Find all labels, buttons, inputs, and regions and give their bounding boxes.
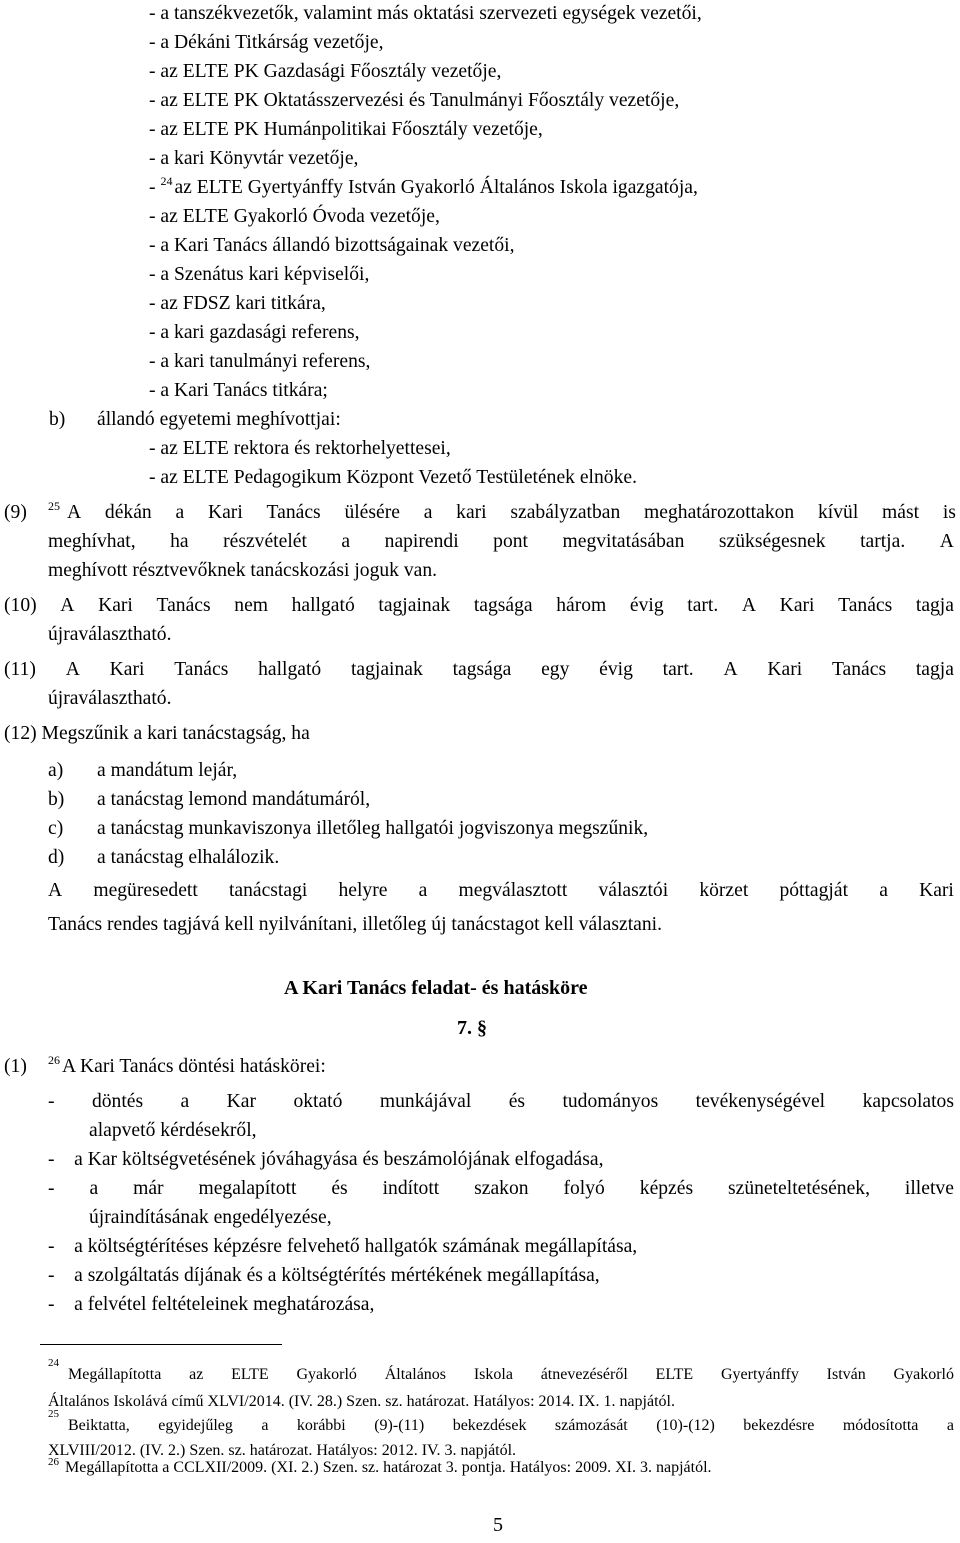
footnote-24-line-1 (68, 1367, 954, 1383)
list-item: - a kari Könyvtár vezetője, (149, 148, 359, 169)
word: Kari (779, 595, 815, 616)
word: részvételét (223, 531, 307, 552)
word: István (826, 1366, 866, 1383)
footnote-25-sup: 25 (48, 1408, 59, 1420)
word: a (175, 502, 185, 523)
word: megvitatásában (562, 531, 685, 552)
list-item: a tanácstag elhalálozik. (97, 847, 280, 868)
word: tagja (915, 659, 954, 680)
word: hallgató (258, 659, 322, 680)
list-item: a tanácstag munkaviszonya illetőleg hallgatói jogviszonya megszűnik, (97, 818, 649, 839)
word: (9)-(11) (374, 1417, 425, 1434)
word: megüresedett (93, 880, 198, 901)
competence-item-1-line-2: alapvető kérdésekről, (89, 1120, 257, 1141)
word: a (261, 1417, 269, 1434)
list-item: a mandátum lejár, (97, 760, 238, 781)
list-heading-b: állandó egyetemi meghívottjai: (97, 409, 341, 430)
paragraph-1-intro: $^{26}$ A Kari Tanács döntési hatáskörei: (48, 1053, 326, 1077)
word: Tanács (174, 659, 229, 680)
word: a (879, 880, 888, 901)
footnote-24-sup: 24 (48, 1357, 59, 1369)
word: Megállapította (68, 1366, 162, 1383)
list-item: - az ELTE Pedagogikum Központ Vezető Testületének elnöke. (149, 467, 637, 488)
word: és (331, 1178, 348, 1199)
word: (10)-(12) (656, 1417, 715, 1434)
list-item: - a kari gazdasági referens, (149, 322, 360, 343)
word: három (556, 595, 607, 616)
word: Kari (98, 595, 133, 616)
paragraph-9-line-3: meghívott résztvevőknek tanácskozási joguk van. (48, 560, 438, 581)
list-label: c) (48, 818, 64, 839)
word: Általános (384, 1366, 447, 1383)
word: - (48, 1091, 55, 1112)
paragraph-12: (12) Megszűnik a kari tanácstagság, ha (4, 723, 310, 744)
list-label: a) (48, 760, 64, 781)
word: A (723, 659, 738, 680)
paragraph-11-line-2: újraválasztható. (48, 688, 172, 709)
word: kívül (817, 502, 859, 523)
word: ülésére (344, 502, 400, 523)
list-item-text: az ELTE Gyertyánffy István Gyakorló Általános Iskola igazgatója, (174, 177, 698, 198)
word: nem (234, 595, 268, 616)
word: kapcsolatos (862, 1091, 954, 1112)
footnote-separator (40, 1344, 282, 1345)
word: tagsága (473, 595, 533, 616)
competence-item-3-line-2: újraindításának engedélyezése, (89, 1207, 332, 1228)
word: Kari (109, 659, 145, 680)
section-heading: A Kari Tanács feladat- és hatásköre (284, 977, 588, 999)
word: indított (382, 1178, 440, 1199)
word: tevékenységével (695, 1091, 826, 1112)
competence-item-6: - a felvétel feltételeinek meghatározása, (48, 1294, 375, 1315)
word: egyidejűleg (158, 1417, 233, 1434)
page-number: 5 (493, 1514, 503, 1536)
word: körzet (699, 880, 749, 901)
word: munkájával (379, 1091, 472, 1112)
word: ELTE (655, 1366, 694, 1383)
paragraph-number-9: (9) (4, 502, 27, 523)
word: a (89, 1178, 99, 1199)
word: napirendi (384, 531, 459, 552)
word: meghívhat, (48, 531, 136, 552)
word: szakon (474, 1178, 529, 1199)
list-item: - az ELTE PK Gazdasági Főosztály vezetője, (149, 61, 502, 82)
word: pont (493, 531, 528, 552)
word: a (423, 502, 433, 523)
word: évig (629, 595, 664, 616)
paragraph-11-line-1 (4, 660, 954, 680)
word: Beiktatta, (68, 1417, 130, 1434)
footnote-ref-24: 24 (160, 174, 173, 188)
word: számozását (554, 1417, 628, 1434)
footnote-25-line-1 (68, 1418, 954, 1434)
word: A (65, 659, 80, 680)
paragraph-10-line-1 (4, 596, 954, 616)
word: és (508, 1091, 526, 1112)
word: a (341, 531, 351, 552)
word: ELTE (231, 1366, 269, 1383)
word: választói (598, 880, 669, 901)
word: szabályzatban (510, 502, 621, 523)
word: tagsága (452, 659, 512, 680)
word: megalapított (198, 1178, 297, 1199)
list-label-b: b) (49, 409, 66, 430)
list-item: - a Kari Tanács állandó bizottságainak vezetői, (149, 235, 515, 256)
word: kari (456, 502, 487, 523)
word: egy (541, 659, 570, 680)
word: A (67, 502, 82, 523)
list-label: d) (48, 847, 65, 868)
vacancy-paragraph-line-2: Tanács rendes tagjává kell nyilvánítani, illetőleg új tanácstagot kell választani. (48, 914, 662, 935)
word: bekezdések (452, 1417, 527, 1434)
word: tanácstagi (228, 880, 308, 901)
competence-item-2: - a Kar költségvetésének jóváhagyása és beszámolójának elfogadása, (48, 1149, 604, 1170)
competence-item-3-line-1 (48, 1179, 954, 1199)
word: szüneteltetésének, (728, 1178, 870, 1199)
list-item: - az ELTE rektora és rektorhelyettesei, (149, 438, 451, 459)
paragraph-10-line-2: újraválasztható. (48, 624, 172, 645)
word: képzés (639, 1178, 694, 1199)
word: a (180, 1091, 190, 1112)
word: meghatározottakon (644, 502, 795, 523)
word: (10) (4, 595, 37, 616)
list-dash: - (149, 177, 161, 198)
word: Gyakorló (296, 1366, 357, 1383)
word: szükségesnek (718, 531, 826, 552)
list-item: - az ELTE Gyakorló Óvoda vezetője, (149, 206, 440, 227)
word: évig (599, 659, 633, 680)
word: A (60, 595, 75, 616)
word: korábbi (296, 1417, 346, 1434)
paragraph-9-line-1 (67, 503, 956, 523)
word: Gyakorló (893, 1366, 954, 1383)
word: illetve (904, 1178, 954, 1199)
word: tagja (915, 595, 954, 616)
word: Tanács (156, 595, 211, 616)
word: tartja. (860, 531, 906, 552)
word: is (942, 502, 956, 523)
section-number: 7. § (457, 1017, 487, 1039)
word: tagjainak (378, 595, 451, 616)
word: Tanács (838, 595, 893, 616)
footnote-26: $^{26}$ Megállapította a CCLXII/2009. (XI. 2.) Szen. sz. határozat 3. pontja. Hatályos: 2009. XI. 3. napjától. (48, 1456, 712, 1476)
competence-item-1-line-1 (48, 1092, 954, 1112)
list-item-footnoted (149, 174, 698, 198)
footnote-ref-25: 25 (48, 499, 60, 513)
word: mást (882, 502, 920, 523)
word: hallgató (291, 595, 355, 616)
word: Kari (919, 880, 954, 901)
word: póttagját (779, 880, 849, 901)
word: A (741, 595, 757, 616)
word: átnevezéséről (540, 1366, 628, 1383)
footnote-26-sup: 26 (48, 1456, 59, 1468)
word: már (133, 1178, 164, 1199)
word: A (939, 531, 954, 552)
paragraph-number-1: (1) (4, 1056, 27, 1077)
word: bekezdésre (743, 1417, 815, 1434)
word: (11) (4, 659, 36, 680)
list-item: - a tanszékvezetők, valamint más oktatási szervezeti egységek vezetői, (149, 3, 702, 24)
word: folyó (563, 1178, 605, 1199)
list-item: - a Kari Tanács titkára; (149, 380, 328, 401)
word: Kari (767, 659, 803, 680)
paragraph-9-line-2 (48, 532, 954, 552)
list-label: b) (48, 789, 65, 810)
word: ha (170, 531, 189, 552)
word: a (946, 1417, 954, 1434)
word: tagjainak (350, 659, 423, 680)
list-item: - az ELTE PK Oktatásszervezési és Tanulmányi Főosztály vezetője, (149, 90, 680, 111)
footnote-25-line-2: XLVIII/2012. (IV. 2.) Szen. sz. határozat. Hatályos: 2012. IV. 3. napjától. (48, 1442, 517, 1459)
footnote-ref-26: 26 (48, 1053, 60, 1067)
word: dékán (104, 502, 152, 523)
word: Kar (226, 1091, 257, 1112)
word: az (189, 1366, 204, 1383)
word: Kari (207, 502, 243, 523)
competence-item-5: - a szolgáltatás díjának és a költségtérítés mértékének megállapítása, (48, 1265, 600, 1286)
word: Tanács (831, 659, 887, 680)
word: helyre (338, 880, 388, 901)
section-sign: § (477, 1017, 487, 1039)
word: - (48, 1178, 55, 1199)
word: a (418, 880, 428, 901)
list-item: a tanácstag lemond mandátumáról, (97, 789, 371, 810)
word: tart. (687, 595, 719, 616)
footnote-24-line-2: Általános Iskolává című XLVI/2014. (IV. 28.) Szen. sz. határozat. Hatályos: 2014. IX. 1. napjától. (48, 1393, 675, 1410)
word: oktató (293, 1091, 343, 1112)
word: Gyertyánffy (720, 1366, 799, 1383)
list-item: - a kari tanulmányi referens, (149, 351, 371, 372)
word: tart. (662, 659, 694, 680)
list-item: - az FDSZ kari titkára, (149, 293, 326, 314)
word: módosította (842, 1417, 919, 1434)
vacancy-paragraph-line-1 (48, 881, 954, 901)
word: Tanács (266, 502, 321, 523)
list-item: - a Dékáni Titkárság vezetője, (149, 32, 384, 53)
word: megválasztott (458, 880, 568, 901)
word: döntés (91, 1091, 144, 1112)
list-item: - az ELTE PK Humánpolitikai Főosztály vezetője, (149, 119, 543, 140)
word: A (48, 880, 63, 901)
list-item: - a Szenátus kari képviselői, (149, 264, 370, 285)
competence-item-4: - a költségtérítéses képzésre felvehető hallgatók számának megállapítása, (48, 1236, 638, 1257)
word: Iskola (473, 1366, 513, 1383)
word: tudományos (562, 1091, 659, 1112)
